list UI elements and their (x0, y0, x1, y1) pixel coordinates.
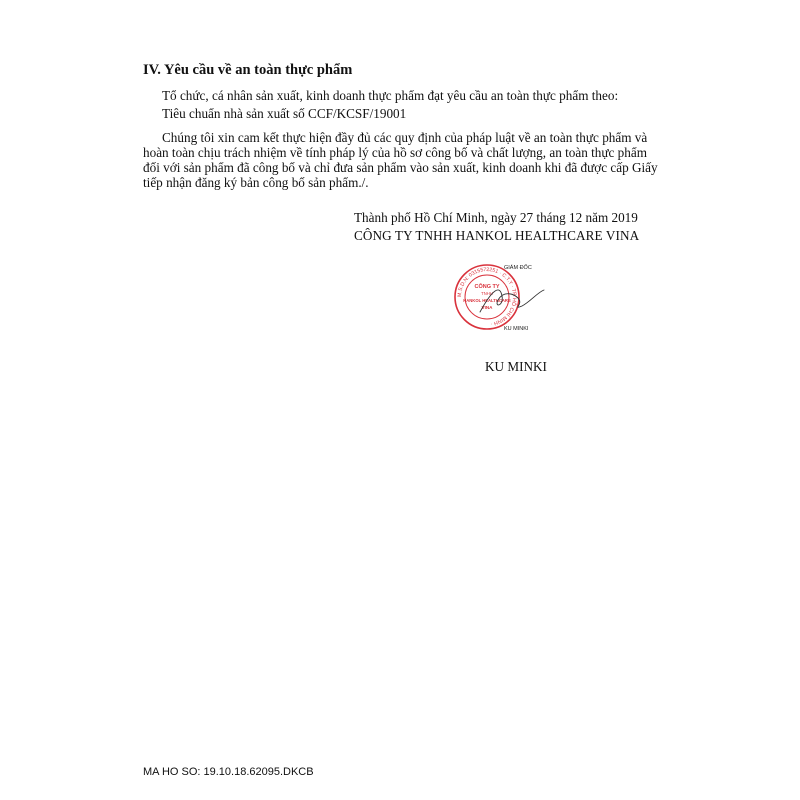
commitment-line: hoàn toàn chịu trách nhiệm về tính pháp lý của hồ sơ công bố và chất lượng, an toàn thực phẩm (143, 145, 647, 160)
seal-center-line4: VINA (481, 305, 493, 310)
commitment-line: đối với sản phẩm đã công bố và chỉ đưa sản phẩm vào sản xuất, kinh doanh khi đã được cấp Giấy (143, 160, 658, 175)
seal-ring-text: M.S.D.N: 0315572251 · C.T.Y · TP. HỒ CHÍ MINH · (456, 266, 518, 327)
company-name: CÔNG TY TNHH HANKOL HEALTHCARE VINA (354, 228, 640, 243)
round-stamp (455, 265, 519, 329)
place-date: Thành phố Hồ Chí Minh, ngày 27 tháng 12 năm 2019 (354, 210, 638, 225)
seal-center-line2: TNHH (481, 291, 493, 296)
commitment-line: Chúng tôi xin cam kết thực hiện đầy đủ các quy định của pháp luật về an toàn thực phẩm và (162, 130, 648, 145)
section-heading: IV. Yêu cầu về an toàn thực phẩm (143, 62, 353, 78)
seal-center-line3: HANKOL HEALTHCARE (463, 298, 511, 303)
commitment-line: tiếp nhận đăng ký bản công bố sản phẩm./. (143, 175, 369, 190)
seal-caption-name: KU MINKI (504, 326, 529, 332)
seal-svg (452, 262, 562, 332)
seal-title-label: GIÁM ĐỐC (504, 265, 532, 271)
intro-line: Tổ chức, cá nhân sản xuất, kinh doanh thực phẩm đạt yêu cầu an toàn thực phẩm theo: (162, 88, 619, 103)
signer-name: KU MINKI (485, 359, 547, 374)
company-seal-and-signature (452, 262, 562, 332)
standard-line: Tiêu chuẩn nhà sản xuất số CCF/KCSF/19001 (162, 106, 407, 121)
record-code: MA HO SO: 19.10.18.62095.DKCB (143, 766, 314, 778)
commitment-paragraph (143, 130, 658, 190)
seal-center-line1: CÔNG TY (474, 284, 500, 290)
